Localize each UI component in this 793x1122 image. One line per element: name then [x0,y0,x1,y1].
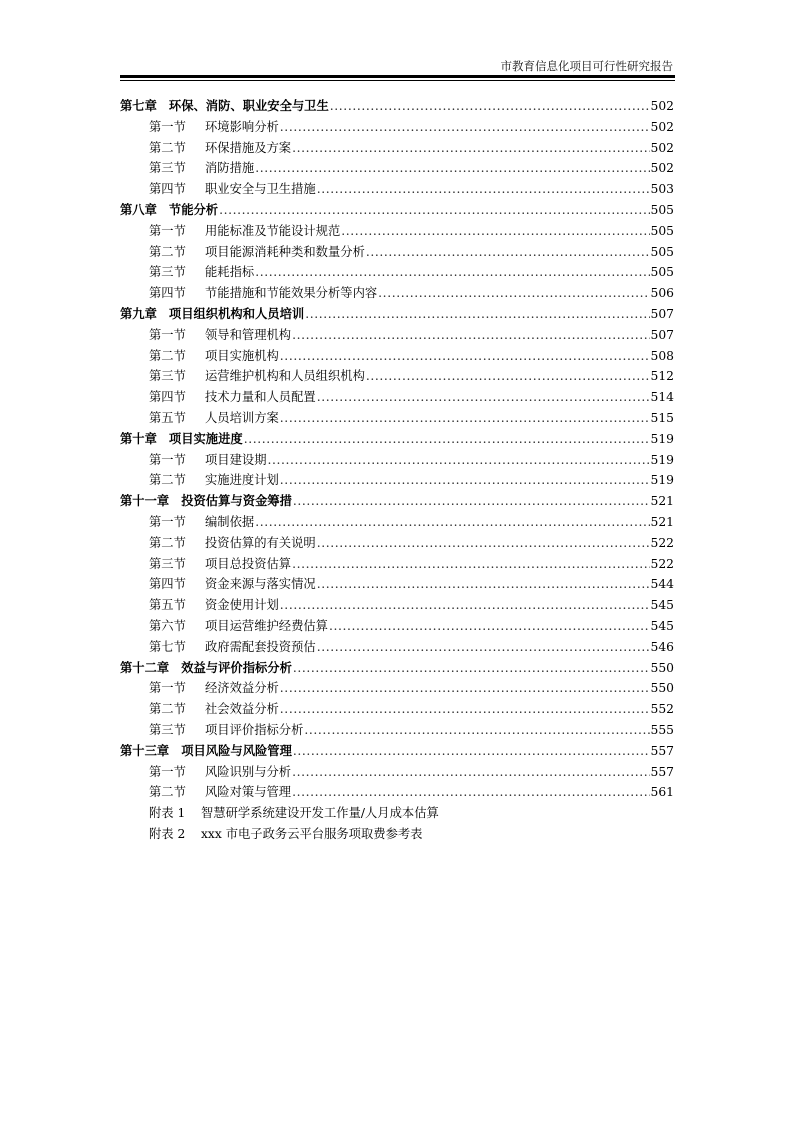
toc-dot-leader [292,782,649,803]
toc-page-number: 561 [650,785,674,800]
toc-dot-leader [280,699,650,720]
toc-page-number: 521 [650,514,674,529]
toc-entry-number: 第四节 [149,286,186,301]
toc-entry-title: 环境影响分析 [205,119,279,134]
toc-entry-number: 第五节 [149,598,186,613]
toc-page-number: 557 [650,764,674,779]
toc-appendix-entry[interactable] [120,824,674,845]
toc-chapter-entry[interactable] [120,304,674,325]
toc-appendix-entry[interactable] [120,803,674,824]
toc-dot-leader [292,554,649,575]
toc-entry-title: 消防措施 [205,161,255,176]
toc-section-entry[interactable] [120,179,674,200]
toc-section-entry[interactable] [120,574,674,595]
toc-dot-leader [255,158,649,179]
toc-entry-title: xxx 市电子政务云平台服务项取费参考表 [201,826,423,841]
toc-entry-number: 第一节 [149,681,186,696]
toc-section-entry[interactable] [120,512,674,533]
toc-entry-title: 项目评价指标分析 [205,722,304,737]
toc-page-number: 522 [650,556,674,571]
toc-section-entry[interactable] [120,616,674,637]
toc-entry-number: 第三节 [149,722,186,737]
toc-dot-leader [317,533,650,554]
toc-entry-number: 附表 1 [149,806,186,821]
toc-section-entry[interactable] [120,138,674,159]
toc-page-number: 503 [650,182,674,197]
toc-entry-number: 第二节 [149,702,186,717]
toc-entry-title: 风险识别与分析 [205,764,292,779]
toc-dot-leader [293,491,650,512]
header-rule-thin [120,80,675,81]
toc-entry-number: 第三节 [149,265,186,280]
toc-entry-number: 第七节 [149,639,186,654]
toc-entry-number: 第三节 [149,161,186,176]
toc-entry-title: 效益与评价指标分析 [181,660,292,675]
toc-page-number: 514 [650,390,674,405]
toc-chapter-entry[interactable] [120,200,674,221]
toc-entry-number: 附表 2 [149,826,186,841]
toc-page-number: 507 [650,327,674,342]
toc-dot-leader [280,595,650,616]
toc-dot-leader [280,117,650,138]
toc-dot-leader [280,678,650,699]
toc-page-number: 550 [650,660,674,675]
toc-section-entry[interactable] [120,387,674,408]
toc-entry-title: 投资估算与资金筹措 [181,494,292,509]
toc-entry-number: 第二节 [149,785,186,800]
toc-section-entry[interactable] [120,678,674,699]
header-rule-thick [120,75,675,78]
toc-entry-number: 第五节 [149,410,186,425]
toc-entry-title: 政府需配套投资预估 [205,639,316,654]
toc-entry-title: 环保、消防、职业安全与卫生 [168,99,329,113]
toc-section-entry[interactable] [120,720,674,741]
toc-dot-leader [317,574,650,595]
toc-section-entry[interactable] [120,762,674,783]
toc-entry-title: 节能措施和节能效果分析等内容 [205,286,378,301]
toc-section-entry[interactable] [120,554,674,575]
toc-page-number: 502 [650,140,674,155]
toc-dot-leader [292,325,649,346]
toc-entry-title: 项目运营维护经费估算 [205,618,328,633]
toc-dot-leader [268,450,650,471]
toc-entry-number: 第四节 [149,182,186,197]
toc-entry-title: 项目总投资估算 [205,556,292,571]
toc-section-entry[interactable] [120,242,674,263]
toc-chapter-entry[interactable] [120,96,674,117]
toc-page-number: 502 [650,119,674,134]
toc-entry-title: 项目建设期 [205,452,267,467]
toc-dot-leader [329,616,650,637]
toc-entry-title: 经济效益分析 [205,681,279,696]
toc-entry-number: 第四节 [149,577,186,592]
toc-entry-number: 第三节 [149,556,186,571]
toc-dot-leader [293,658,650,679]
toc-dot-leader [366,242,650,263]
toc-dot-leader [244,429,650,450]
toc-section-entry[interactable] [120,221,674,242]
toc-entry-number: 第一节 [149,223,186,238]
toc-section-entry[interactable] [120,346,674,367]
toc-section-entry[interactable] [120,408,674,429]
toc-entry-title: 风险对策与管理 [205,785,292,800]
toc-entry-title: 编制依据 [205,514,255,529]
toc-entry-number: 第十一章 [120,494,170,509]
toc-entry-title: 领导和管理机构 [205,327,292,342]
toc-entry-number: 第一节 [149,764,186,779]
toc-entry-number: 第一节 [149,452,186,467]
toc-dot-leader [219,200,649,221]
toc-page-number: 505 [650,244,674,259]
toc-entry-title: 项目实施机构 [205,348,279,363]
toc-entry-title: 能耗指标 [205,265,255,280]
toc-entry-number: 第九章 [120,306,157,321]
toc-entry-title: 项目实施进度 [168,431,243,446]
toc-entry-number: 第八章 [120,202,157,217]
toc-dot-leader [317,387,650,408]
toc-chapter-entry[interactable] [120,741,674,762]
toc-entry-number: 第二节 [149,140,186,155]
toc-page-number: 557 [650,743,674,758]
toc-entry-title: 环保措施及方案 [205,140,292,155]
toc-entry-title: 项目风险与风险管理 [181,743,292,758]
toc-entry-number: 第二节 [149,348,186,363]
toc-page-number: 515 [650,410,674,425]
toc-section-entry[interactable] [120,595,674,616]
toc-dot-leader [280,408,650,429]
toc-section-entry[interactable] [120,117,674,138]
toc-entry-title: 投资估算的有关说明 [205,535,316,550]
toc-dot-leader [292,762,649,783]
toc-entry-number: 第十三章 [120,743,170,758]
toc-section-entry[interactable] [120,637,674,658]
toc-section-entry[interactable] [120,283,674,304]
toc-chapter-entry[interactable] [120,658,674,679]
toc-page-number: 519 [650,452,674,467]
toc-page-number: 506 [650,286,674,301]
toc-entry-title: 智慧研学系统建设开发工作量/人月成本估算 [201,806,439,821]
toc-page-number: 507 [650,306,674,321]
toc-dot-leader [317,179,650,200]
toc-entry-title: 用能标准及节能设计规范 [205,223,341,238]
toc-entry-number: 第一节 [149,119,186,134]
toc-entry-number: 第四节 [149,390,186,405]
toc-entry-number: 第一节 [149,514,186,529]
toc-entry-title: 技术力量和人员配置 [205,390,316,405]
toc-entry-title: 资金使用计划 [205,598,279,613]
toc-page-number: 502 [650,99,674,113]
toc-dot-leader [341,221,649,242]
toc-page-number: 521 [650,494,674,509]
toc-entry-title: 项目组织机构和人员培训 [168,306,305,321]
toc-page-number: 505 [650,202,674,217]
toc-entry-number: 第二节 [149,473,186,488]
toc-dot-leader [366,366,650,387]
toc-entry-title: 职业安全与卫生措施 [205,182,316,197]
toc-section-entry[interactable] [120,262,674,283]
toc-dot-leader [378,283,649,304]
toc-entry-title: 节能分析 [168,202,219,217]
toc-page-number: 512 [650,369,674,384]
table-of-contents [120,96,674,845]
toc-entry-title: 运营维护机构和人员组织机构 [205,369,365,384]
toc-page-number: 519 [650,473,674,488]
toc-dot-leader [293,741,650,762]
toc-page-number: 522 [650,535,674,550]
toc-dot-leader [330,96,650,117]
toc-section-entry[interactable] [120,699,674,720]
toc-entry-number: 第十章 [120,431,157,446]
toc-dot-leader [255,512,649,533]
toc-page-number: 545 [650,618,674,633]
toc-section-entry[interactable] [120,450,674,471]
toc-dot-leader [280,470,650,491]
toc-page-number: 508 [650,348,674,363]
toc-page-number: 546 [650,639,674,654]
toc-section-entry[interactable] [120,325,674,346]
toc-chapter-entry[interactable] [120,491,674,512]
toc-dot-leader [280,346,650,367]
toc-entry-title: 实施进度计划 [205,473,279,488]
toc-entry-number: 第二节 [149,535,186,550]
toc-section-entry[interactable] [120,533,674,554]
toc-dot-leader [305,304,649,325]
toc-page-number: 544 [650,577,674,592]
toc-entry-number: 第二节 [149,244,186,259]
toc-page-number: 505 [650,223,674,238]
toc-page-number: 502 [650,161,674,176]
toc-entry-number: 第六节 [149,618,186,633]
toc-entry-number: 第七章 [120,99,157,113]
toc-page-number: 519 [650,431,674,446]
toc-page-number: 545 [650,598,674,613]
toc-page-number: 550 [650,681,674,696]
toc-entry-title: 社会效益分析 [205,702,279,717]
toc-dot-leader [317,637,650,658]
toc-page-number: 505 [650,265,674,280]
toc-dot-leader [255,262,649,283]
toc-chapter-entry[interactable] [120,429,674,450]
toc-section-entry[interactable] [120,158,674,179]
toc-entry-title: 项目能源消耗种类和数量分析 [205,244,365,259]
toc-entry-title: 资金来源与落实情况 [205,577,316,592]
header-title: 市教育信息化项目可行性研究报告 [500,59,673,73]
toc-entry-number: 第一节 [149,327,186,342]
toc-section-entry[interactable] [120,366,674,387]
toc-entry-number: 第十二章 [120,660,170,675]
toc-page-number: 555 [650,722,674,737]
toc-entry-number: 第三节 [149,369,186,384]
toc-dot-leader [292,138,649,159]
toc-dot-leader [304,720,649,741]
toc-section-entry[interactable] [120,782,674,803]
toc-section-entry[interactable] [120,470,674,491]
toc-page-number: 552 [650,702,674,717]
toc-entry-title: 人员培训方案 [205,410,279,425]
